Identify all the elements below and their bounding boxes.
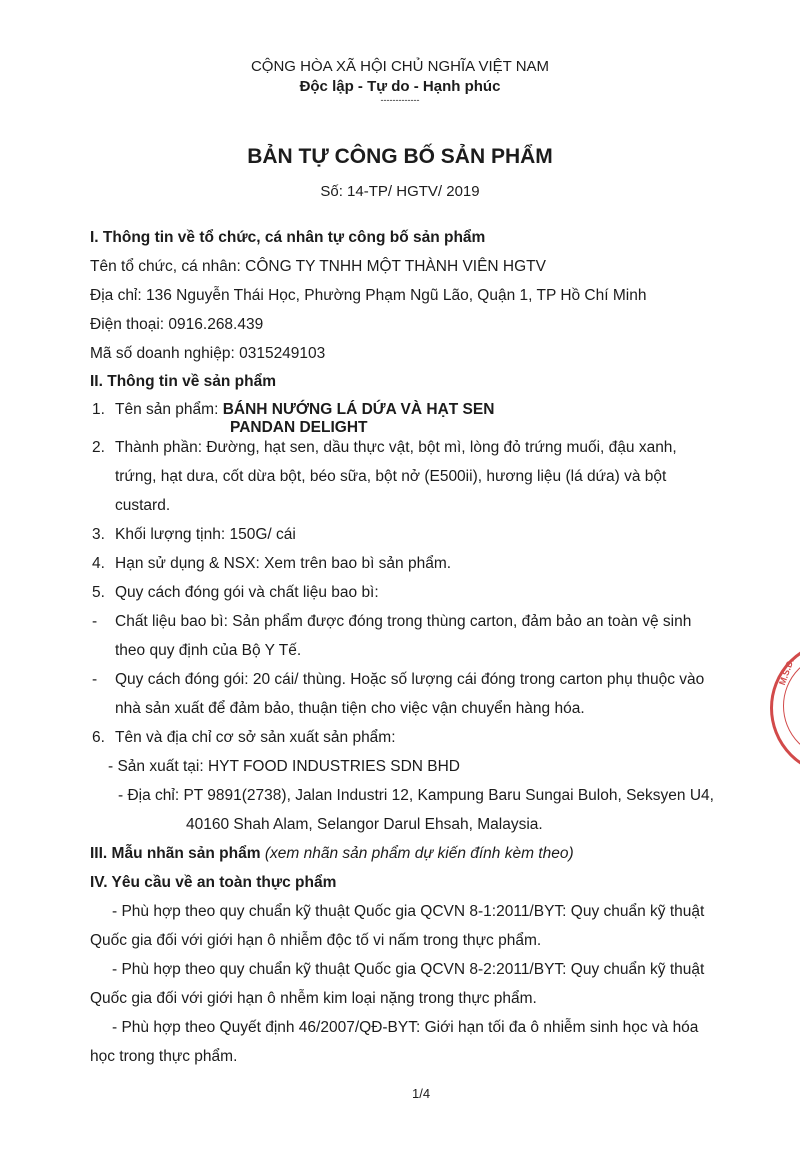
safety-req-1-line-2: Quốc gia đối với giới hạn ô nhiễm độc tố vi nấm trong thực phẩm.: [90, 932, 542, 949]
item-1-number: 1.: [92, 401, 105, 418]
manufacturer-heading: Tên và địa chỉ cơ sở sản xuất sản phẩm:: [115, 729, 396, 746]
stamp-text: M.S.D.: [777, 657, 796, 687]
packing-spec-line-2: nhà sản xuất để đảm bảo, thuận tiện cho việc vận chuyển hàng hóa.: [115, 700, 585, 717]
safety-req-3-line-1: - Phù hợp theo Quyết định 46/2007/QĐ-BYT: Giới hạn tối đa ô nhiễm sinh học và hóa: [112, 1019, 699, 1036]
item-3-number: 3.: [92, 526, 105, 543]
item-5-number: 5.: [92, 584, 105, 601]
item-4-number: 4.: [92, 555, 105, 572]
safety-req-3-line-2: học trong thực phẩm.: [90, 1048, 238, 1065]
motto: Độc lập - Tự do - Hạnh phúc: [299, 78, 501, 95]
product-name-english: PANDAN DELIGHT: [230, 419, 368, 436]
net-weight: Khối lượng tịnh: 150G/ cái: [115, 526, 296, 543]
item-2-number: 2.: [92, 439, 105, 456]
packing-spec-line-1: Quy cách đóng gói: 20 cái/ thùng. Hoặc số lượng cái đóng trong carton phụ thuộc vào: [115, 671, 705, 688]
packaging-material-line-2: theo quy định của Bộ Y Tế.: [115, 642, 302, 659]
section-2-heading: II. Thông tin về sản phẩm: [90, 373, 277, 390]
packaging-material-line-1: Chất liệu bao bì: Sản phẩm được đóng trong thùng carton, đảm bảo an toàn vệ sinh: [115, 613, 692, 630]
section-4-heading: IV. Yêu cầu về an toàn thực phẩm: [90, 874, 337, 891]
manufacturer-name: - Sản xuất tại: HYT FOOD INDUSTRIES SDN BHD: [108, 758, 460, 775]
document-title: BẢN TỰ CÔNG BỐ SẢN PHẨM: [247, 145, 553, 168]
safety-req-1-line-1: - Phù hợp theo quy chuẩn kỹ thuật Quốc gia QCVN 8-1:2011/BYT: Quy chuẩn kỹ thuật: [112, 903, 705, 920]
packaging-heading: Quy cách đóng gói và chất liệu bao bì:: [115, 584, 379, 601]
expiry-info: Hạn sử dụng & NSX: Xem trên bao bì sản phẩm.: [115, 555, 452, 572]
org-name: Tên tổ chức, cá nhân: CÔNG TY TNHH MỘT THÀNH VIÊN HGTV: [90, 258, 546, 275]
section-3-heading: III. Mẫu nhãn sản phẩm: [90, 845, 265, 862]
country-header: CỘNG HÒA XÃ HỘI CHỦ NGHĨA VIỆT NAM: [250, 58, 550, 75]
header-divider: -------------: [380, 95, 420, 105]
product-name-label: Tên sản phẩm:: [115, 401, 223, 418]
page-number: 1/4: [412, 1086, 431, 1101]
manufacturer-address-line-2: 40160 Shah Alam, Selangor Darul Ehsah, Malaysia.: [186, 816, 543, 833]
org-tax-code: Mã số doanh nghiệp: 0315249103: [90, 345, 326, 362]
company-stamp: [770, 640, 800, 776]
section-3-line: [90, 845, 574, 863]
item-6-number: 6.: [92, 729, 105, 746]
section-3-note: (xem nhãn sản phẩm dự kiến đính kèm theo): [264, 845, 574, 862]
safety-req-2-line-1: - Phù hợp theo quy chuẩn kỹ thuật Quốc gia QCVN 8-2:2011/BYT: Quy chuẩn kỹ thuật: [112, 961, 705, 978]
safety-req-2-line-2: Quốc gia đối với giới hạn ô nhễm kim loại nặng trong thực phẩm.: [90, 990, 537, 1007]
org-address: Địa chỉ: 136 Nguyễn Thái Học, Phường Phạm Ngũ Lão, Quận 1, TP Hồ Chí Minh: [90, 287, 647, 304]
ingredients-line-1: Thành phần: Đường, hạt sen, dầu thực vật, bột mì, lòng đỏ trứng muối, đậu xanh,: [115, 439, 677, 456]
product-name: BÁNH NƯỚNG LÁ DỨA VÀ HẠT SEN: [222, 401, 495, 418]
manufacturer-address-line-1: - Địa chỉ: PT 9891(2738), Jalan Industri 12, Kampung Baru Sungai Buloh, Seksyen U4,: [118, 787, 714, 804]
section-1-heading: I. Thông tin về tổ chức, cá nhân tự công bố sản phẩm: [90, 229, 486, 246]
ingredients-line-2: trứng, hạt dưa, cốt dừa bột, béo sữa, bột nở (E500ii), hương liệu (lá dứa) và bột: [115, 468, 667, 485]
bullet-dash: -: [92, 671, 98, 688]
ingredients-line-3: custard.: [115, 497, 171, 514]
document-number: Số: 14-TP/ HGTV/ 2019: [320, 183, 480, 200]
product-name-line: [115, 401, 494, 419]
org-phone: Điện thoại: 0916.268.439: [90, 316, 264, 333]
bullet-dash: -: [92, 613, 98, 630]
